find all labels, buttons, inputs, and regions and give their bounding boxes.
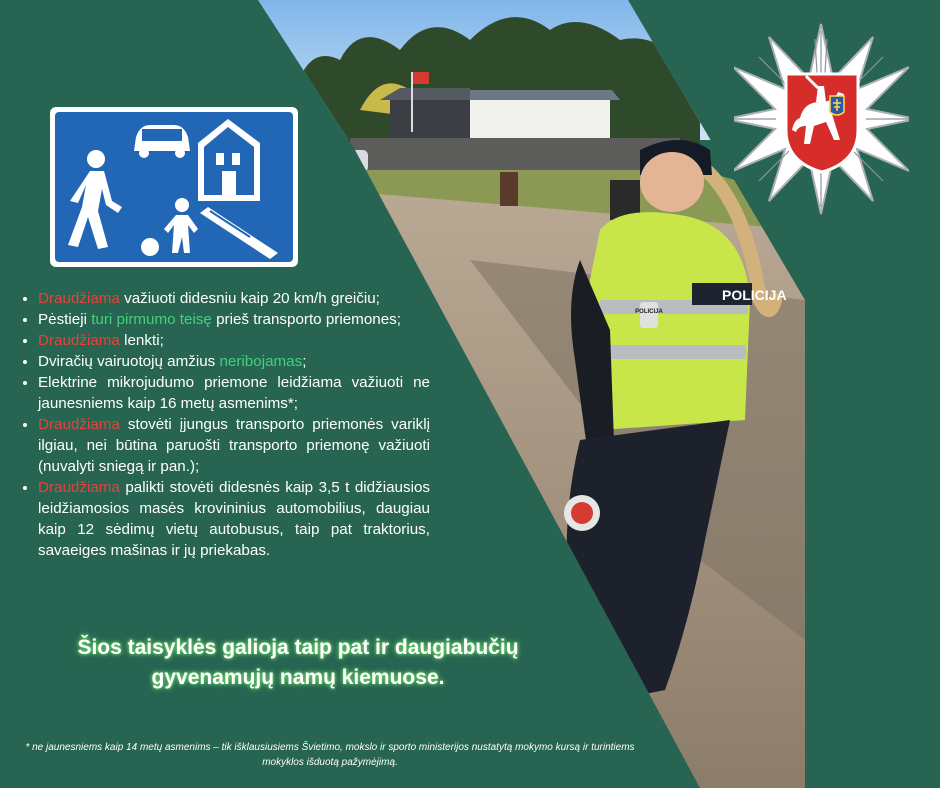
badge-label: POLICIJA	[635, 309, 663, 315]
rule-item	[38, 414, 430, 477]
rule-text: palikti stovėti didesnės kaip 3,5 t didžiausios leidžiamosios masės krovininius automobilius, daugiau kaip 12 sėdimų vietų autobusus, taip pat traktorius, savaeiges mašinas ir jų priekabas.	[38, 479, 430, 559]
footnote: * ne jaunesniems kaip 14 metų asmenims – tik išklausiusiems Švietimo, mokslo ir sporto ministerijos nustatytą mokymo kursą ir turintiems mokyklos išduotą pažymėjimą.	[25, 742, 635, 768]
headline: Šios taisyklės galioja taip pat ir daugiabučių gyvenamųjų namų kiemuose.	[77, 636, 519, 689]
rule-text: Pėstieji	[38, 311, 92, 328]
rules-list	[19, 288, 430, 561]
vytis-coat-of-arms	[786, 74, 858, 172]
rule-text: prieš transporto priemones;	[211, 311, 401, 328]
rule-text-red: Draudžiama	[38, 332, 120, 349]
rule-text-red: Draudžiama	[38, 290, 120, 307]
rule-item	[38, 351, 430, 372]
vest-label: POLICIJA	[722, 287, 787, 303]
rule-text: lenkti;	[119, 332, 164, 349]
living-zone-road-sign	[50, 107, 298, 267]
rule-text-red: Draudžiama	[38, 479, 120, 496]
rule-text: Dviračių vairuotojų amžius	[38, 353, 220, 370]
rule-text-green: neribojamas	[219, 353, 303, 370]
rule-text-red: Draudžiama	[38, 416, 120, 433]
rule-item	[38, 330, 430, 351]
rule-item	[38, 288, 430, 309]
rule-text: važiuoti didesniu kaip 20 km/h greičiu;	[119, 290, 380, 307]
rule-text: ;	[302, 353, 307, 370]
rule-item	[38, 477, 430, 561]
rule-text: Elektrine mikrojudumo priemone leidžiama važiuoti ne jaunesniems kaip 16 metų asmenims*;	[38, 374, 430, 412]
rule-text: stovėti įjungus transporto priemonės variklį ilgiau, nei būtina paruošti transporto priemonę važiuoti (nuvalyti sniegą ir pan.);	[38, 416, 430, 475]
rule-item	[38, 372, 430, 414]
rule-text-green: turi pirmumo teisę	[91, 311, 212, 328]
police-star-emblem	[734, 22, 909, 217]
rule-item	[38, 309, 430, 330]
